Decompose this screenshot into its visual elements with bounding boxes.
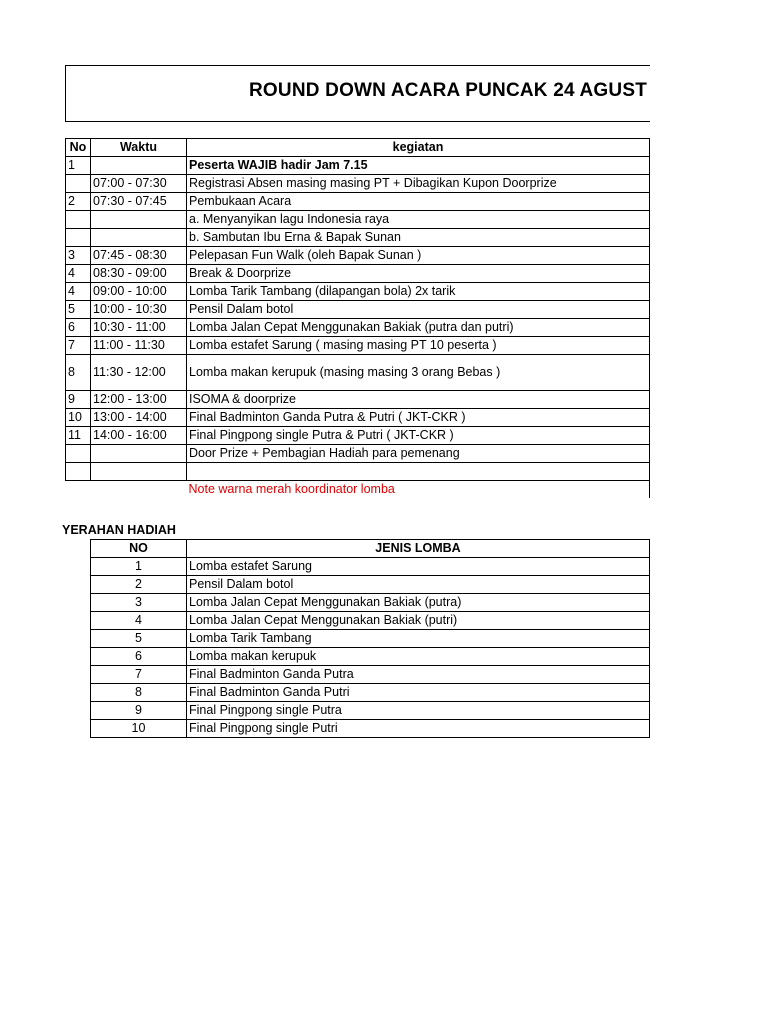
cell-no: 9 xyxy=(66,391,91,409)
table-row xyxy=(66,445,650,463)
page-title: ROUND DOWN ACARA PUNCAK 24 AGUST xyxy=(249,80,648,101)
cell-no: 1 xyxy=(91,558,187,576)
table-row xyxy=(66,427,650,445)
table-row xyxy=(91,594,650,612)
table-row xyxy=(66,463,650,481)
cell-jenis-lomba: Lomba Tarik Tambang xyxy=(187,630,650,648)
prize-section-label: YERAHAN HADIAH xyxy=(62,523,176,537)
cell-kegiatan: b. Sambutan Ibu Erna & Bapak Sunan xyxy=(187,229,650,247)
cell-no: 1 xyxy=(66,157,91,175)
cell-empty xyxy=(91,481,187,499)
prize-table xyxy=(90,539,650,738)
table-row xyxy=(66,247,650,265)
header-no: NO xyxy=(91,540,187,558)
cell-waktu: 08:30 - 09:00 xyxy=(91,265,187,283)
cell-jenis-lomba: Final Pingpong single Putra xyxy=(187,702,650,720)
cell-no: 6 xyxy=(91,648,187,666)
table-row xyxy=(91,648,650,666)
table-row xyxy=(66,337,650,355)
cell-no: 5 xyxy=(91,630,187,648)
cell-jenis-lomba: Lomba estafet Sarung xyxy=(187,558,650,576)
table-row xyxy=(91,720,650,738)
cell-waktu xyxy=(91,229,187,247)
cell-waktu: 13:00 - 14:00 xyxy=(91,409,187,427)
cell-waktu: 10:00 - 10:30 xyxy=(91,301,187,319)
cell-jenis-lomba: Final Pingpong single Putri xyxy=(187,720,650,738)
header-waktu: Waktu xyxy=(91,139,187,157)
cell-waktu: 11:30 - 12:00 xyxy=(91,355,187,391)
cell-waktu: 09:00 - 10:00 xyxy=(91,283,187,301)
cell-kegiatan: Lomba Jalan Cepat Menggunakan Bakiak (putra dan putri) xyxy=(187,319,650,337)
cell-no: 11 xyxy=(66,427,91,445)
cell-no: 7 xyxy=(66,337,91,355)
cell-waktu: 07:30 - 07:45 xyxy=(91,193,187,211)
prize-header-row xyxy=(91,540,650,558)
cell-kegiatan: Peserta WAJIB hadir Jam 7.15 xyxy=(187,157,650,175)
cell-no xyxy=(66,463,91,481)
cell-no: 5 xyxy=(66,301,91,319)
cell-kegiatan: Pelepasan Fun Walk (oleh Bapak Sunan ) xyxy=(187,247,650,265)
cell-no xyxy=(66,211,91,229)
cell-kegiatan: a. Menyanyikan lagu Indonesia raya xyxy=(187,211,650,229)
cell-no: 10 xyxy=(66,409,91,427)
cell-kegiatan: Final Pingpong single Putra & Putri ( JKT-CKR ) xyxy=(187,427,650,445)
note-text: Note warna merah koordinator lomba xyxy=(187,481,650,499)
cell-no: 2 xyxy=(91,576,187,594)
cell-kegiatan: Lomba estafet Sarung ( masing masing PT 10 peserta ) xyxy=(187,337,650,355)
table-row xyxy=(66,157,650,175)
cell-no: 8 xyxy=(66,355,91,391)
cell-kegiatan: Door Prize + Pembagian Hadiah para pemenang xyxy=(187,445,650,463)
table-row xyxy=(91,612,650,630)
cell-no: 8 xyxy=(91,684,187,702)
table-row xyxy=(91,558,650,576)
cell-waktu: 07:00 - 07:30 xyxy=(91,175,187,193)
table-row xyxy=(66,391,650,409)
cell-waktu: 10:30 - 11:00 xyxy=(91,319,187,337)
cell-waktu xyxy=(91,157,187,175)
cell-jenis-lomba: Lomba Jalan Cepat Menggunakan Bakiak (putri) xyxy=(187,612,650,630)
table-row xyxy=(91,684,650,702)
cell-kegiatan: Break & Doorprize xyxy=(187,265,650,283)
cell-waktu xyxy=(91,463,187,481)
cell-waktu: 11:00 - 11:30 xyxy=(91,337,187,355)
cell-waktu xyxy=(91,445,187,463)
table-row xyxy=(66,283,650,301)
cell-kegiatan: ISOMA & doorprize xyxy=(187,391,650,409)
table-row xyxy=(66,229,650,247)
header-kegiatan: kegiatan xyxy=(187,139,650,157)
title-box xyxy=(65,65,650,122)
table-row xyxy=(66,211,650,229)
cell-waktu: 14:00 - 16:00 xyxy=(91,427,187,445)
table-row xyxy=(66,265,650,283)
table-row xyxy=(91,576,650,594)
cell-no: 4 xyxy=(91,612,187,630)
cell-jenis-lomba: Final Badminton Ganda Putri xyxy=(187,684,650,702)
table-row xyxy=(91,630,650,648)
cell-no: 3 xyxy=(91,594,187,612)
cell-no: 3 xyxy=(66,247,91,265)
cell-no xyxy=(66,229,91,247)
cell-no: 4 xyxy=(66,265,91,283)
schedule-header-row xyxy=(66,139,650,157)
cell-kegiatan: Pensil Dalam botol xyxy=(187,301,650,319)
table-row xyxy=(91,702,650,720)
cell-no xyxy=(66,445,91,463)
cell-kegiatan: Lomba Tarik Tambang (dilapangan bola) 2x tarik xyxy=(187,283,650,301)
cell-no: 6 xyxy=(66,319,91,337)
cell-no: 2 xyxy=(66,193,91,211)
cell-kegiatan: Pembukaan Acara xyxy=(187,193,650,211)
table-row xyxy=(91,666,650,684)
cell-no: 9 xyxy=(91,702,187,720)
cell-kegiatan: Lomba makan kerupuk (masing masing 3 orang Bebas ) xyxy=(187,355,650,391)
header-no: No xyxy=(66,139,91,157)
table-row xyxy=(66,409,650,427)
cell-empty xyxy=(66,481,91,499)
cell-kegiatan xyxy=(187,463,650,481)
table-row xyxy=(66,193,650,211)
cell-no: 7 xyxy=(91,666,187,684)
cell-jenis-lomba: Lomba Jalan Cepat Menggunakan Bakiak (putra) xyxy=(187,594,650,612)
table-row xyxy=(66,175,650,193)
header-jenis-lomba: JENIS LOMBA xyxy=(187,540,650,558)
table-row xyxy=(66,355,650,391)
cell-no: 4 xyxy=(66,283,91,301)
cell-jenis-lomba: Pensil Dalam botol xyxy=(187,576,650,594)
table-row xyxy=(66,301,650,319)
cell-waktu: 07:45 - 08:30 xyxy=(91,247,187,265)
cell-kegiatan: Registrasi Absen masing masing PT + Dibagikan Kupon Doorprize xyxy=(187,175,650,193)
cell-jenis-lomba: Lomba makan kerupuk xyxy=(187,648,650,666)
cell-no: 10 xyxy=(91,720,187,738)
cell-jenis-lomba: Final Badminton Ganda Putra xyxy=(187,666,650,684)
cell-no xyxy=(66,175,91,193)
schedule-table xyxy=(65,138,650,498)
cell-kegiatan: Final Badminton Ganda Putra & Putri ( JKT-CKR ) xyxy=(187,409,650,427)
cell-waktu: 12:00 - 13:00 xyxy=(91,391,187,409)
note-row xyxy=(66,481,650,499)
cell-waktu xyxy=(91,211,187,229)
table-row xyxy=(66,319,650,337)
